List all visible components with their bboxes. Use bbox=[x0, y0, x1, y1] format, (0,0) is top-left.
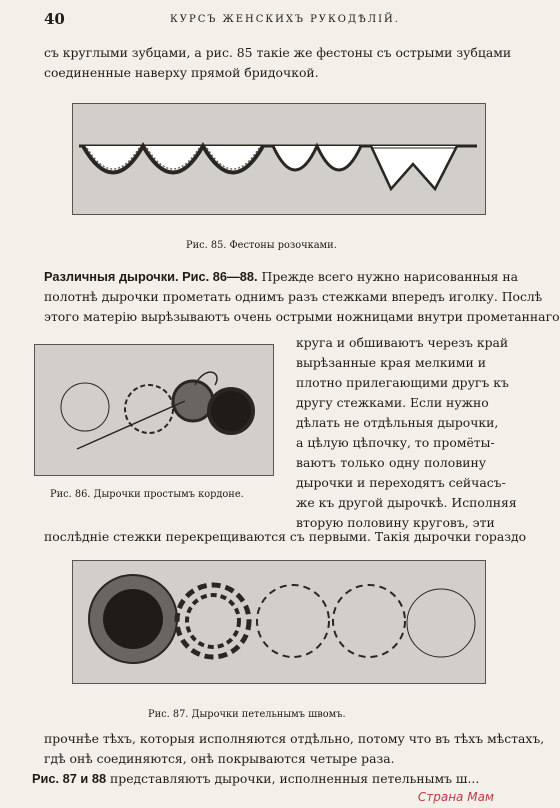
bottom-line-3 bbox=[32, 770, 479, 788]
side-line-1: круга и обшиваютъ черезъ край bbox=[296, 335, 509, 350]
side-line-9: же къ другой дырочкѣ. Исполняя bbox=[296, 495, 517, 510]
bottom-line-2: гдѣ онѣ соединяются, онѣ покрываются четыре раза. bbox=[44, 751, 395, 766]
festoon-illustration bbox=[73, 104, 485, 214]
section-line-2: полотнѣ дырочки прометать однимъ разъ стежками впередъ иголку. Послѣ bbox=[44, 289, 543, 304]
section-line-3: этого матерію вырѣзываютъ очень острыми ножницами внутри прометаннаго bbox=[44, 309, 560, 324]
running-head: КУРСЪ ЖЕНСКИХЪ РУКОДѢЛІЙ. bbox=[170, 14, 400, 25]
figure-86-eyelets bbox=[34, 344, 274, 476]
figure-87-eyelets bbox=[72, 560, 486, 684]
figure-86-caption: Рис. 86. Дырочки простымъ кордоне. bbox=[50, 489, 244, 500]
eyelet-illustration bbox=[35, 345, 273, 475]
side-line-6: а цѣлую цѣпочку, то промёты- bbox=[296, 435, 495, 450]
bottom-line-1: прочнѣе тѣхъ, которыя исполняются отдѣльно, потому что въ тѣхъ мѣстахъ, bbox=[44, 731, 545, 746]
side-line-5: дѣлать не отдѣльныя дырочки, bbox=[296, 415, 499, 430]
figure-85-festoons bbox=[72, 103, 486, 215]
bottom-line-3-bold: Рис. 87 и 88 bbox=[32, 771, 107, 786]
watermark: Страна Мам bbox=[417, 790, 494, 804]
intro-line-1: съ круглыми зубцами, а рис. 85 такіе же фестоны съ острыми зубцами bbox=[44, 45, 512, 60]
bottom-line-3-text: представляютъ дырочки, исполненныя петельнымъ ш... bbox=[110, 771, 480, 786]
side-line-3: плотно прилегающими другъ къ bbox=[296, 375, 509, 390]
side-line-8: дырочки и переходятъ сейчасъ- bbox=[296, 475, 506, 490]
intro-line-2: соединенные наверху прямой бридочкой. bbox=[44, 65, 319, 80]
section-line-1-text: Прежде всего нужно нарисованныя на bbox=[261, 269, 519, 284]
section-line-after: послѣдніе стежки перекрещиваются съ первыми. Такія дырочки гораздо bbox=[44, 529, 527, 544]
side-line-10: вторую половину круговъ, эти bbox=[296, 515, 495, 530]
side-line-4: другу стежками. Если нужно bbox=[296, 395, 489, 410]
section-line-1 bbox=[44, 268, 519, 286]
side-line-7: ваютъ только одну половину bbox=[296, 455, 486, 470]
figure-87-caption: Рис. 87. Дырочки петельнымъ швомъ. bbox=[148, 709, 346, 720]
page-header bbox=[0, 10, 500, 30]
section-heading: Различныя дырочки. Рис. 86—88. bbox=[44, 269, 258, 284]
figure-85-caption: Рис. 85. Фестоны розочками. bbox=[186, 240, 337, 251]
side-line-2: вырѣзанные края мелкими и bbox=[296, 355, 486, 370]
page-number: 40 bbox=[44, 10, 65, 28]
buttonhole-eyelet-illustration bbox=[73, 561, 485, 683]
